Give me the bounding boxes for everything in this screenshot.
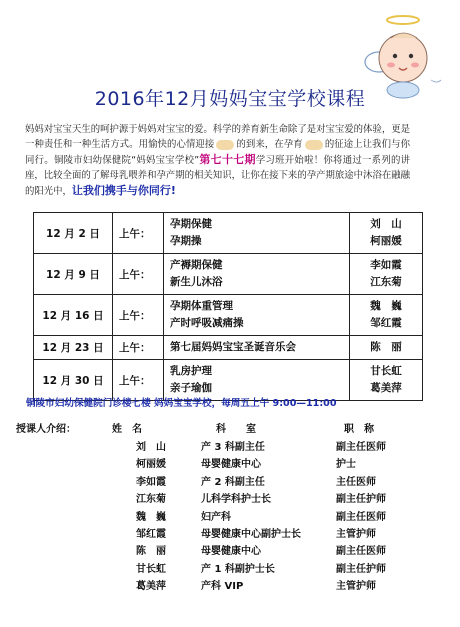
lecturer: 刘 山 xyxy=(370,218,402,230)
lecturer-dept: 儿科学科护士长 xyxy=(201,494,271,506)
lecturer: 李如霞 xyxy=(370,259,402,271)
list-item xyxy=(16,542,446,559)
lecturer-dept: 产科 VIP xyxy=(201,581,244,593)
lecturer: 陈 丽 xyxy=(370,341,402,353)
table-row xyxy=(34,336,423,360)
topic: 孕期保健 xyxy=(170,218,212,230)
lecturer-header-row xyxy=(16,420,446,438)
topic: 产褥期保健 xyxy=(170,259,223,271)
lecturer-title: 副主任医师 xyxy=(336,442,386,453)
session-date: 12 月 16 日 xyxy=(34,295,113,336)
lecturer-dept: 母婴健康中心 xyxy=(201,546,261,558)
lecturer-dept: 产 1 科副护士长 xyxy=(201,563,275,575)
list-item xyxy=(16,438,446,455)
header-name: 姓 名 xyxy=(112,424,142,435)
lecturer-name: 李如霞 xyxy=(136,476,166,488)
intro-paragraph xyxy=(25,122,410,199)
baby-icon xyxy=(216,140,234,150)
session-time: 上午： xyxy=(113,336,164,360)
session-time: 上午： xyxy=(113,213,164,254)
header-dept: 科 室 xyxy=(216,424,256,435)
lecturer-title: 副主任医师 xyxy=(336,511,386,523)
lecturer-name: 陈 丽 xyxy=(136,546,166,558)
lecturer-dept: 产 3 科副主任 xyxy=(201,442,265,453)
session-lecturers xyxy=(350,336,423,360)
session-date: 12 月 9 日 xyxy=(34,254,113,295)
lecturer-title: 主管护师 xyxy=(336,528,376,540)
lecturer: 魏 巍 xyxy=(370,300,402,312)
topic: 产时呼吸减痛操 xyxy=(170,317,244,329)
lecturer-title: 主管护师 xyxy=(336,581,376,593)
lecturer-list-label: 授课人介绍： xyxy=(16,424,76,435)
session-lecturers xyxy=(350,254,423,295)
lecturer-dept: 母婴健康中心副护士长 xyxy=(201,528,301,540)
lecturer: 柯丽媛 xyxy=(370,235,402,247)
lecturer-name: 甘长虹 xyxy=(136,563,166,575)
session-topics xyxy=(164,336,350,360)
page-title: 2016年12月妈妈宝宝学校课程 xyxy=(94,88,366,110)
topic: 亲子瑜伽 xyxy=(170,382,212,394)
lecturer-name: 魏 巍 xyxy=(136,511,166,523)
session-lecturers xyxy=(350,295,423,336)
intro-text: 学习班开始啦！你将通过一系列的讲座，比较全面的了解母乳喂养和孕产期的相关知识，让你在接下来的孕产期旅途中沐浴在融融的阳光中， xyxy=(25,155,411,197)
topic: 乳房护理 xyxy=(170,365,212,377)
lecturer-dept: 母婴健康中心 xyxy=(201,459,261,471)
intro-text: 的到来，在孕育 xyxy=(236,139,303,150)
topic: 新生儿沐浴 xyxy=(170,276,223,288)
list-item xyxy=(16,577,446,594)
session-time: 上午： xyxy=(113,295,164,336)
session-date: 12 月 30 日 xyxy=(34,360,113,401)
intro-text: 的征途上让我们与你同行。铜陵市妇幼保健院“妈妈宝宝学校” xyxy=(25,139,410,166)
intro-closing: 让我们携手与你同行! xyxy=(71,184,176,197)
lecturer-title: 副主任护师 xyxy=(336,563,386,575)
lecturer-list xyxy=(16,420,446,595)
list-item xyxy=(16,490,446,507)
schedule-table xyxy=(33,212,423,401)
baby-icon xyxy=(305,140,323,150)
session-time: 上午： xyxy=(113,254,164,295)
lecturer: 甘长虹 xyxy=(370,365,402,377)
list-item xyxy=(16,455,446,472)
list-item xyxy=(16,525,446,542)
topic: 孕期体重管理 xyxy=(170,300,233,312)
session-topics xyxy=(164,213,350,254)
session-lecturers xyxy=(350,213,423,254)
lecturer-dept: 妇产科 xyxy=(201,511,231,523)
lecturer: 葛美萍 xyxy=(370,382,402,394)
session-topics xyxy=(164,295,350,336)
session-date: 12 月 2 日 xyxy=(34,213,113,254)
lecturer-dept: 产 2 科副主任 xyxy=(201,476,265,488)
topic: 孕期操 xyxy=(170,235,202,247)
table-row xyxy=(34,295,423,336)
venue-address: 铜陵市妇幼保健院门诊楼七楼 妈妈宝宝学校，每周五上午 9:00—11:00 xyxy=(26,398,337,409)
lecturer-name: 柯丽媛 xyxy=(136,459,166,471)
list-item xyxy=(16,560,446,577)
session-number: 第七十七期 xyxy=(199,153,256,166)
lecturer-name: 邹红霞 xyxy=(136,528,166,540)
session-time: 上午： xyxy=(113,360,164,401)
session-topics xyxy=(164,254,350,295)
topic: 第七届妈妈宝宝圣诞音乐会 xyxy=(170,341,296,353)
lecturer-name: 葛美萍 xyxy=(136,581,166,593)
lecturer-name: 刘 山 xyxy=(136,442,166,453)
lecturer-name: 江东菊 xyxy=(136,494,166,506)
session-date: 12 月 23 日 xyxy=(34,336,113,360)
intro-text: 妈妈对宝宝天生的呵护源于妈妈对宝宝的爱。科学的养育新生命除了是对宝宝爱的体验，更是一种责任和一种生活方式。用愉快的心情迎接 xyxy=(25,124,410,150)
table-row xyxy=(34,254,423,295)
list-item xyxy=(16,473,446,490)
lecturer-title: 主任医师 xyxy=(336,476,376,488)
lecturer-title: 护士 xyxy=(336,459,356,471)
list-item xyxy=(16,508,446,525)
lecturer: 江东菊 xyxy=(370,276,402,288)
lecturer-title: 副主任护师 xyxy=(336,494,386,506)
lecturer: 邹红霞 xyxy=(370,317,402,329)
table-row xyxy=(34,213,423,254)
lecturer-title: 副主任医师 xyxy=(336,546,386,558)
header-title: 职 称 xyxy=(344,424,374,435)
